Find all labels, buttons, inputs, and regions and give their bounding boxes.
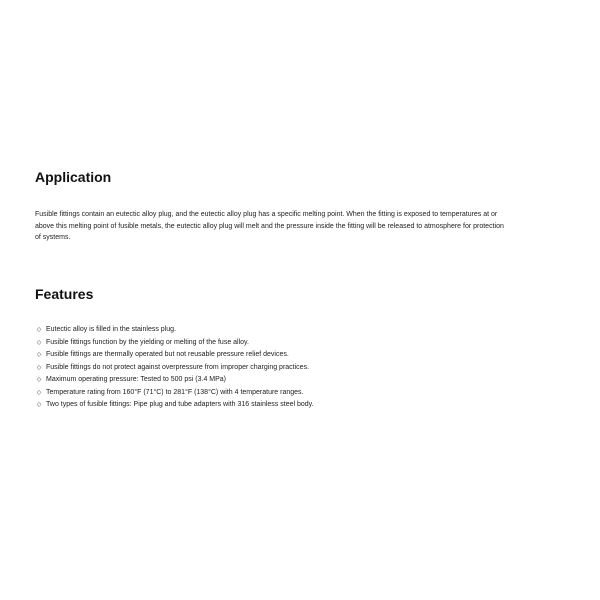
feature-item [35,337,495,350]
application-paragraph: Fusible fittings contain an eutectic alloy plug, and the eutectic alloy plug has a specific melting point. When the fitting is exposed to temperatures at or above this melting point of fusible metals, the eutectic alloy plug will melt and the pressure inside the fitting will be released to atmosphere for protection of systems. [35,211,504,241]
diamond-bullet-icon: ◇ [36,402,42,408]
feature-item [35,362,495,375]
feature-item [35,324,495,337]
feature-item [35,387,495,400]
feature-item [35,399,495,412]
diamond-bullet-icon: ◇ [36,352,42,358]
diamond-bullet-icon: ◇ [36,377,42,383]
feature-item [35,374,495,387]
application-heading: Application [35,169,112,185]
diamond-bullet-icon: ◇ [36,389,42,396]
feature-text: Fusible fittings function by the yielding or melting of the fuse alloy. [46,338,249,346]
diamond-bullet-icon: ◇ [36,327,42,333]
feature-text: Fusible fittings are thermally operated but not reusable pressure relief devices. [46,351,289,358]
feature-text: Maximum operating pressure: Tested to 500 psi (3.4 MPa) [46,376,227,383]
feature-text: Eutectic alloy is filled in the stainless plug. [46,326,176,333]
feature-item [35,349,495,362]
diamond-bullet-icon: ◇ [36,339,42,346]
diamond-bullet-icon: ◇ [36,364,42,371]
features-list [35,324,495,412]
feature-text: Fusible fittings do not protect against overpressure from improper charging practices. [46,363,310,371]
features-heading: Features [35,286,94,302]
feature-text: Two types of fusible fittings: Pipe plug and tube adapters with 316 stainless steel body. [46,401,314,408]
feature-text: Temperature rating from 160°F (71°C) to 281°F (138°C) with 4 temperature ranges. [46,388,304,396]
